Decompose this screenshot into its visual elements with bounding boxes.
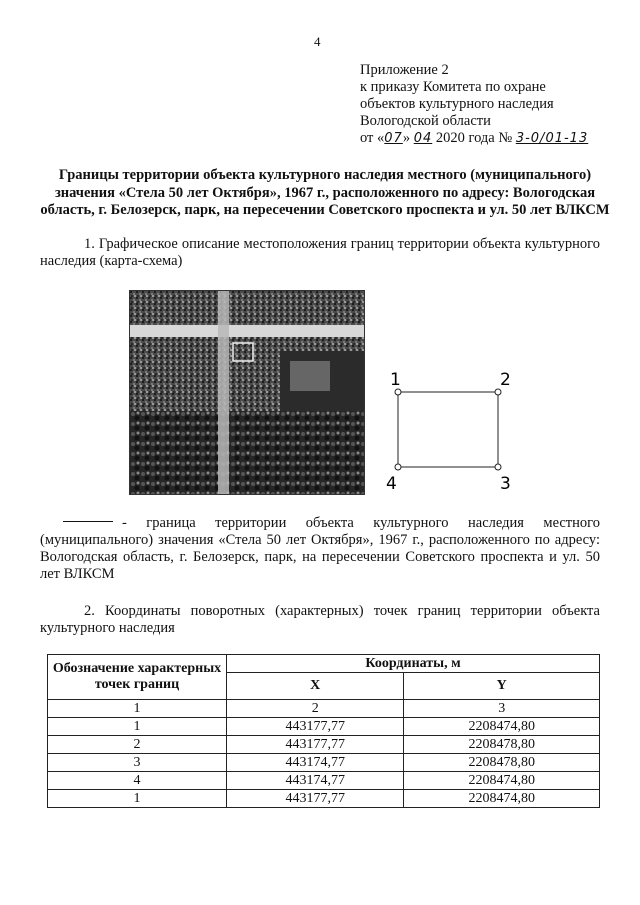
appendix-line-1: Приложение 2 (360, 62, 449, 78)
table-row (48, 772, 600, 790)
appendix-line-4: Вологодской области (360, 113, 491, 129)
legend-text: - граница территории объекта культурного наследия местного (муниципального) значения «Стела 50 лет Октября», 1967 г., расположенного по адресу: Вологодская область, г. Белозерск, парк, на пересечении Советского проспекта и ул. 50 лет ВЛКСМ (40, 515, 600, 582)
point-label-4: 4 (386, 474, 397, 494)
table-row (48, 718, 600, 736)
table-cell: 443174,77 (227, 772, 404, 790)
col-header-y: Y (404, 673, 600, 700)
appendix-date-line (360, 130, 588, 147)
date-year: 2020 года № (432, 130, 513, 146)
table-cell: 2208474,80 (404, 790, 600, 808)
date-prefix: от « (360, 130, 385, 146)
table-cell: 4 (48, 772, 227, 790)
table-cell: 2 (227, 700, 404, 718)
appendix-header (360, 62, 588, 147)
table-cell: 443177,77 (227, 718, 404, 736)
col-header-points: Обозначение характерных точек границ (48, 655, 227, 700)
point-marker-4 (395, 464, 401, 470)
table-cell: 1 (48, 718, 227, 736)
col-header-x: X (227, 673, 404, 700)
date-mid: » (402, 130, 414, 146)
handwritten-month: 04 (413, 131, 433, 146)
document-title: Границы территории объекта культурного наследия местного (муниципального) значения «Стела 50 лет Октября», 1967 г., расположенного по адресу: Вологодская область, г. Белозерск, парк, на пересечении Советского проспекта и ул. 50 лет ВЛКСМ (40, 167, 610, 218)
table-cell: 2208474,80 (404, 772, 600, 790)
appendix-line-2: к приказу Комитета по охране (360, 79, 546, 95)
point-label-1: 1 (390, 370, 401, 390)
table-row (48, 736, 600, 754)
handwritten-order-number: 3-0/01-13 (515, 131, 589, 146)
table-cell: 443174,77 (227, 754, 404, 772)
aerial-photo-graphic (130, 291, 365, 495)
table-index-row (48, 700, 600, 718)
section-2-heading: 2. Координаты поворотных (характерных) точек границ территории объекта культурного наследия (40, 603, 600, 636)
table-row (48, 754, 600, 772)
point-label-3: 3 (500, 474, 511, 494)
aerial-map-image (129, 290, 365, 495)
table-cell: 1 (48, 790, 227, 808)
table-cell: 2208478,80 (404, 736, 600, 754)
table-cell: 3 (404, 700, 600, 718)
page-number: 4 (314, 34, 321, 49)
section-1-heading: 1. Графическое описание местоположения границ территории объекта культурного наследия (карта-схема) (40, 236, 600, 269)
boundary-scheme-diagram (380, 365, 530, 495)
handwritten-day: 07 (384, 131, 403, 146)
table-cell: 3 (48, 754, 227, 772)
table-cell: 443177,77 (227, 790, 404, 808)
table-cell: 2208478,80 (404, 754, 600, 772)
col-header-coordinates: Координаты, м (227, 655, 600, 673)
table-row (48, 790, 600, 808)
point-label-2: 2 (500, 370, 511, 390)
table-cell: 1 (48, 700, 227, 718)
table-cell: 2208474,80 (404, 718, 600, 736)
table-cell: 2 (48, 736, 227, 754)
appendix-line-3: объектов культурного наследия (360, 96, 554, 112)
point-marker-3 (495, 464, 501, 470)
coordinates-table (47, 654, 600, 808)
table-cell: 443177,77 (227, 736, 404, 754)
boundary-rectangle (398, 392, 498, 467)
